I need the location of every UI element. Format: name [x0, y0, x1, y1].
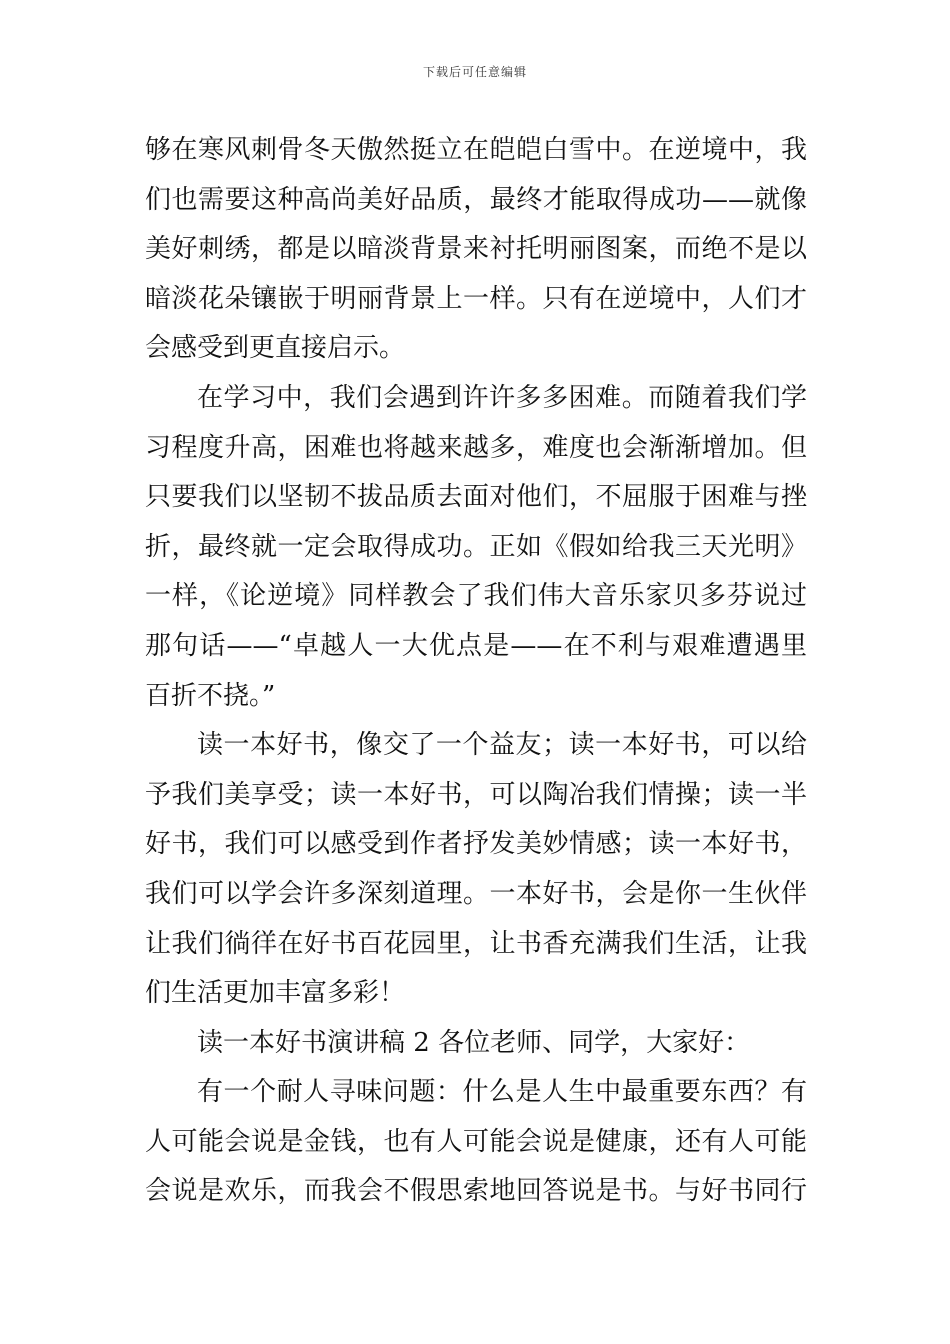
text-line: 读一本好书演讲稿 2 各位老师、同学，大家好： — [197, 1027, 751, 1058]
text-line: 美好刺绣，都是以暗淡背景来衬托明丽图案，而绝不是以 — [145, 234, 807, 265]
text-line: 暗淡花朵镶嵌于明丽背景上一样。只有在逆境中，人们才 — [145, 283, 807, 314]
text-line: 好书，我们可以感受到作者抒发美妙情感；读一本好书， — [145, 829, 807, 860]
text-line: 那句话——“卓越人一大优点是——在不利与艰难遭遇里 — [145, 630, 807, 661]
text-line: 予我们美享受；读一本好书，可以陶冶我们情操；读一半 — [145, 779, 807, 810]
text-line: 够在寒风刺骨冬天傲然挺立在皑皑白雪中。在逆境中，我 — [145, 135, 807, 165]
text-line: 有一个耐人寻味问题：什么是人生中最重要东西？有 — [197, 1077, 807, 1108]
page-header-note: 下载后可任意编辑 — [422, 65, 527, 79]
text-line: 人可能会说是金钱，也有人可能会说是健康，还有人可能 — [145, 1126, 807, 1157]
text-line: 让我们徜徉在好书百花园里，让书香充满我们生活，让我 — [145, 928, 807, 959]
text-line: 在学习中，我们会遇到许许多多困难。而随着我们学 — [197, 382, 807, 413]
text-line: 们也需要这种高尚美好品质，最终才能取得成功——就像 — [145, 184, 807, 215]
text-line: 一样，《论逆境》同样教会了我们伟大音乐家贝多芬说过 — [145, 581, 807, 612]
text-line: 折，最终就一定会取得成功。正如《假如给我三天光明》 — [145, 531, 807, 562]
text-line: 只要我们以坚韧不拔品质去面对他们，不屈服于困难与挫 — [145, 482, 807, 513]
text-line: 会说是欢乐，而我会不假思索地回答说是书。与好书同行 — [145, 1176, 807, 1207]
text-line: 会感受到更直接启示。 — [145, 333, 406, 364]
body-text — [145, 126, 807, 1217]
text-line: 读一本好书，像交了一个益友；读一本好书，可以给 — [197, 730, 807, 761]
text-line: 百折不挠。” — [145, 680, 276, 711]
text-line: 们生活更加丰富多彩！ — [145, 978, 406, 1009]
text-line: 习程度升高，困难也将越来越多，难度也会渐渐增加。但 — [145, 432, 807, 463]
text-line: 我们可以学会许多深刻道理。一本好书，会是你一生伙伴 — [145, 878, 807, 909]
